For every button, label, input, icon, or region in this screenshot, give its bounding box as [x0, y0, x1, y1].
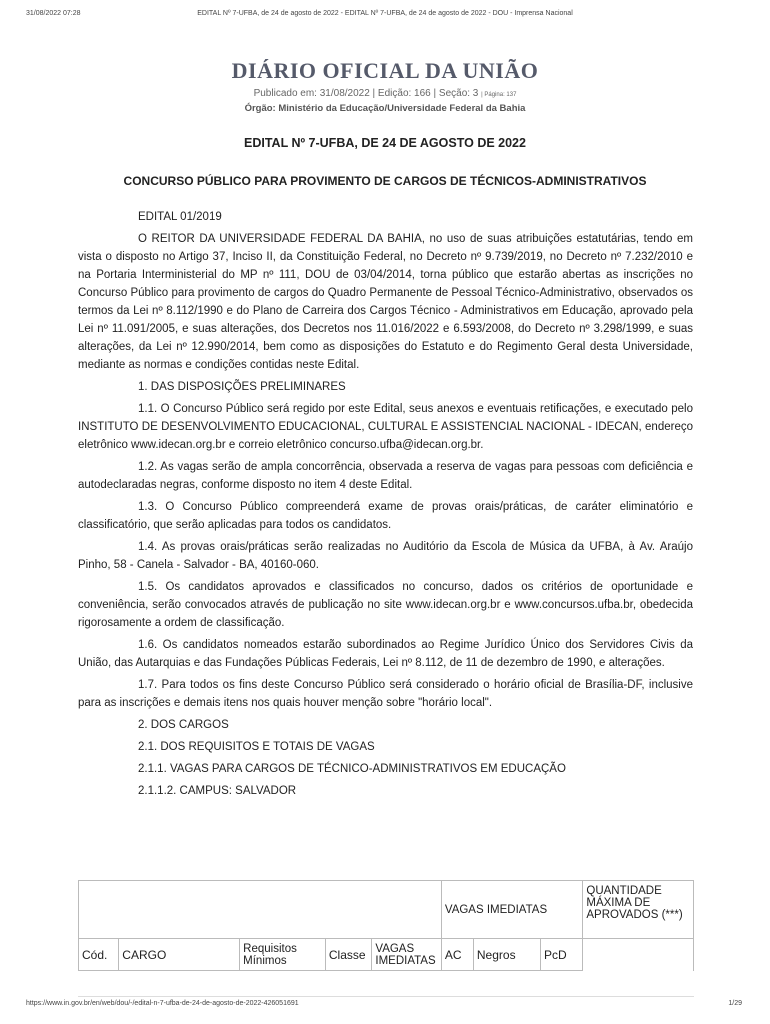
table-col-negros: Negros	[473, 939, 540, 971]
paragraph-1-2: 1.2. As vagas serão de ampla concorrência, observada a reserva de vagas para pessoas com deficiência e autodeclaradas negras, conforme disposto no item 4 deste Edital.	[78, 461, 693, 491]
page-reference: | Página: 137	[481, 92, 517, 98]
table-column-row	[79, 939, 694, 971]
paragraph-edital-number: EDITAL 01/2019	[138, 211, 222, 223]
table-col-vagas: VAGAS IMEDIATAS	[372, 939, 442, 971]
paragraph-1-6: 1.6. Os candidatos nomeados estarão subordinados ao Regime Jurídico Único dos Servidores Civis da União, das Autarquias e das Fundações Públicas Federais, Lei nº 8.112, de 11 de dezembro de 1990, e alterações.	[78, 639, 693, 669]
footer-divider	[78, 996, 694, 997]
document-subtitle: CONCURSO PÚBLICO PARA PROVIMENTO DE CARGOS DE TÉCNICOS-ADMINISTRATIVOS	[123, 174, 647, 188]
table-col-ac: AC	[441, 939, 473, 971]
paragraph-1-5: 1.5. Os candidatos aprovados e classificados no concurso, dados os critérios de oportunidade e conveniência, serão convocados através de publicação no site www.idecan.org.br e www.concursos.ufba.br, obedecida rigorosamente a ordem de classificação.	[78, 581, 693, 629]
page-url: https://www.in.gov.br/en/web/dou/-/edital-n-7-ufba-de-24-de-agosto-de-2022-426051691	[26, 1000, 299, 1007]
print-timestamp: 31/08/2022 07:28	[26, 10, 81, 17]
vacancies-table-wrap	[78, 880, 694, 971]
section-heading: 1. DAS DISPOSIÇÕES PRELIMINARES	[138, 381, 346, 393]
section-heading: 2. DOS CARGOS	[138, 719, 229, 731]
table-col-requisitos: Requisitos Mínimos	[240, 939, 326, 971]
print-title: EDITAL Nº 7-UFBA, de 24 de agosto de 2022 - EDITAL Nº 7-UFBA, de 24 de agosto de 2022 - DOU - Imprensa Nacional	[197, 10, 573, 17]
paragraph-1-1: 1.1. O Concurso Público será regido por este Edital, seus anexos e eventuais retificações, e executado pelo INSTITUTO DE DESENVOLVIMENTO EDUCACIONAL, CULTURAL E ASSISTENCIAL NACIONAL - IDECAN, endereço eletrônico www.idecan.org.br e correio eletrônico concurso.ufba@idecan.org.br.	[78, 403, 693, 451]
masthead	[0, 58, 770, 114]
table-group-qtd: QUANTIDADE MÁXIMA DE APROVADOS (***)	[583, 881, 694, 939]
table-col-classe: Classe	[325, 939, 371, 971]
organ-line: Órgão: Ministério da Educação/Universidade Federal da Bahia	[244, 103, 526, 114]
subsection-heading: 2.1.1.2. CAMPUS: SALVADOR	[138, 785, 297, 797]
subsection-heading: 2.1.1. VAGAS PARA CARGOS DE TÉCNICO-ADMINISTRATIVOS EM EDUCAÇÃO	[138, 763, 566, 775]
vacancies-table	[78, 880, 694, 971]
table-col-cargo: CARGO	[119, 939, 240, 971]
table-col-cod: Cód.	[79, 939, 119, 971]
table-group-vagas: VAGAS IMEDIATAS	[441, 881, 583, 939]
table-header-row	[79, 881, 694, 939]
table-col-qtd-blank	[583, 939, 694, 971]
paragraph-1-3: 1.3. O Concurso Público compreenderá exame de provas orais/práticas, de caráter eliminatório e classificatório, que serão aplicadas para todos os candidatos.	[78, 501, 693, 531]
table-header-blank	[79, 881, 442, 939]
publication-line	[0, 88, 770, 99]
document-body	[78, 208, 693, 804]
document-title: EDITAL Nº 7-UFBA, DE 24 DE AGOSTO DE 2022	[244, 136, 526, 150]
table-col-pcd: PcD	[541, 939, 583, 971]
paragraph-1-7: 1.7. Para todos os fins deste Concurso Público será considerado o horário oficial de Brasília-DF, inclusive para as inscrições e demais itens nos quais houver menção sobre "horário local".	[78, 679, 693, 709]
page-number: 1/29	[728, 1000, 742, 1007]
paragraph-1-4: 1.4. As provas orais/práticas serão realizadas no Auditório da Escola de Música da UFBA, à Av. Araújo Pinho, 58 - Canela - Salvador - BA, 40160-060.	[78, 541, 693, 571]
publication-info: Publicado em: 31/08/2022 | Edição: 166 | Seção: 3	[253, 88, 479, 99]
print-header	[0, 10, 770, 24]
paragraph-preamble: O REITOR DA UNIVERSIDADE FEDERAL DA BAHIA, no uso de suas atribuições estatutárias, tendo em vista o disposto no Artigo 37, Inciso II, da Constituição Federal, no Decreto nº 9.739/2019, no Decreto nº 7.232/2010 e na Portaria Interministerial do MP nº 111, DOU de 03/04/2014, torna público que estarão abertas as inscrições no Concurso Público para provimento de cargos do Quadro Permanente de Pessoal Técnico-Administrativo, observados os termos da Lei nº 8.112/1990 e do Plano de Carreira dos Cargos Técnico - Administrativos em Educação, aprovado pela Lei nº 11.091/2005, e suas alterações, dos Decretos nos 11.016/2022 e 6.593/2008, do Decreto nº 3.298/1999, e suas alterações, da Lei nº 12.990/2014, bem como as disposições do Estatuto e do Regimento Geral desta Universidade, mediante as normas e condições contidas neste Edital.	[78, 233, 693, 371]
subsection-heading: 2.1. DOS REQUISITOS E TOTAIS DE VAGAS	[138, 741, 375, 753]
masthead-title: DIÁRIO OFICIAL DA UNIÃO	[231, 58, 539, 83]
